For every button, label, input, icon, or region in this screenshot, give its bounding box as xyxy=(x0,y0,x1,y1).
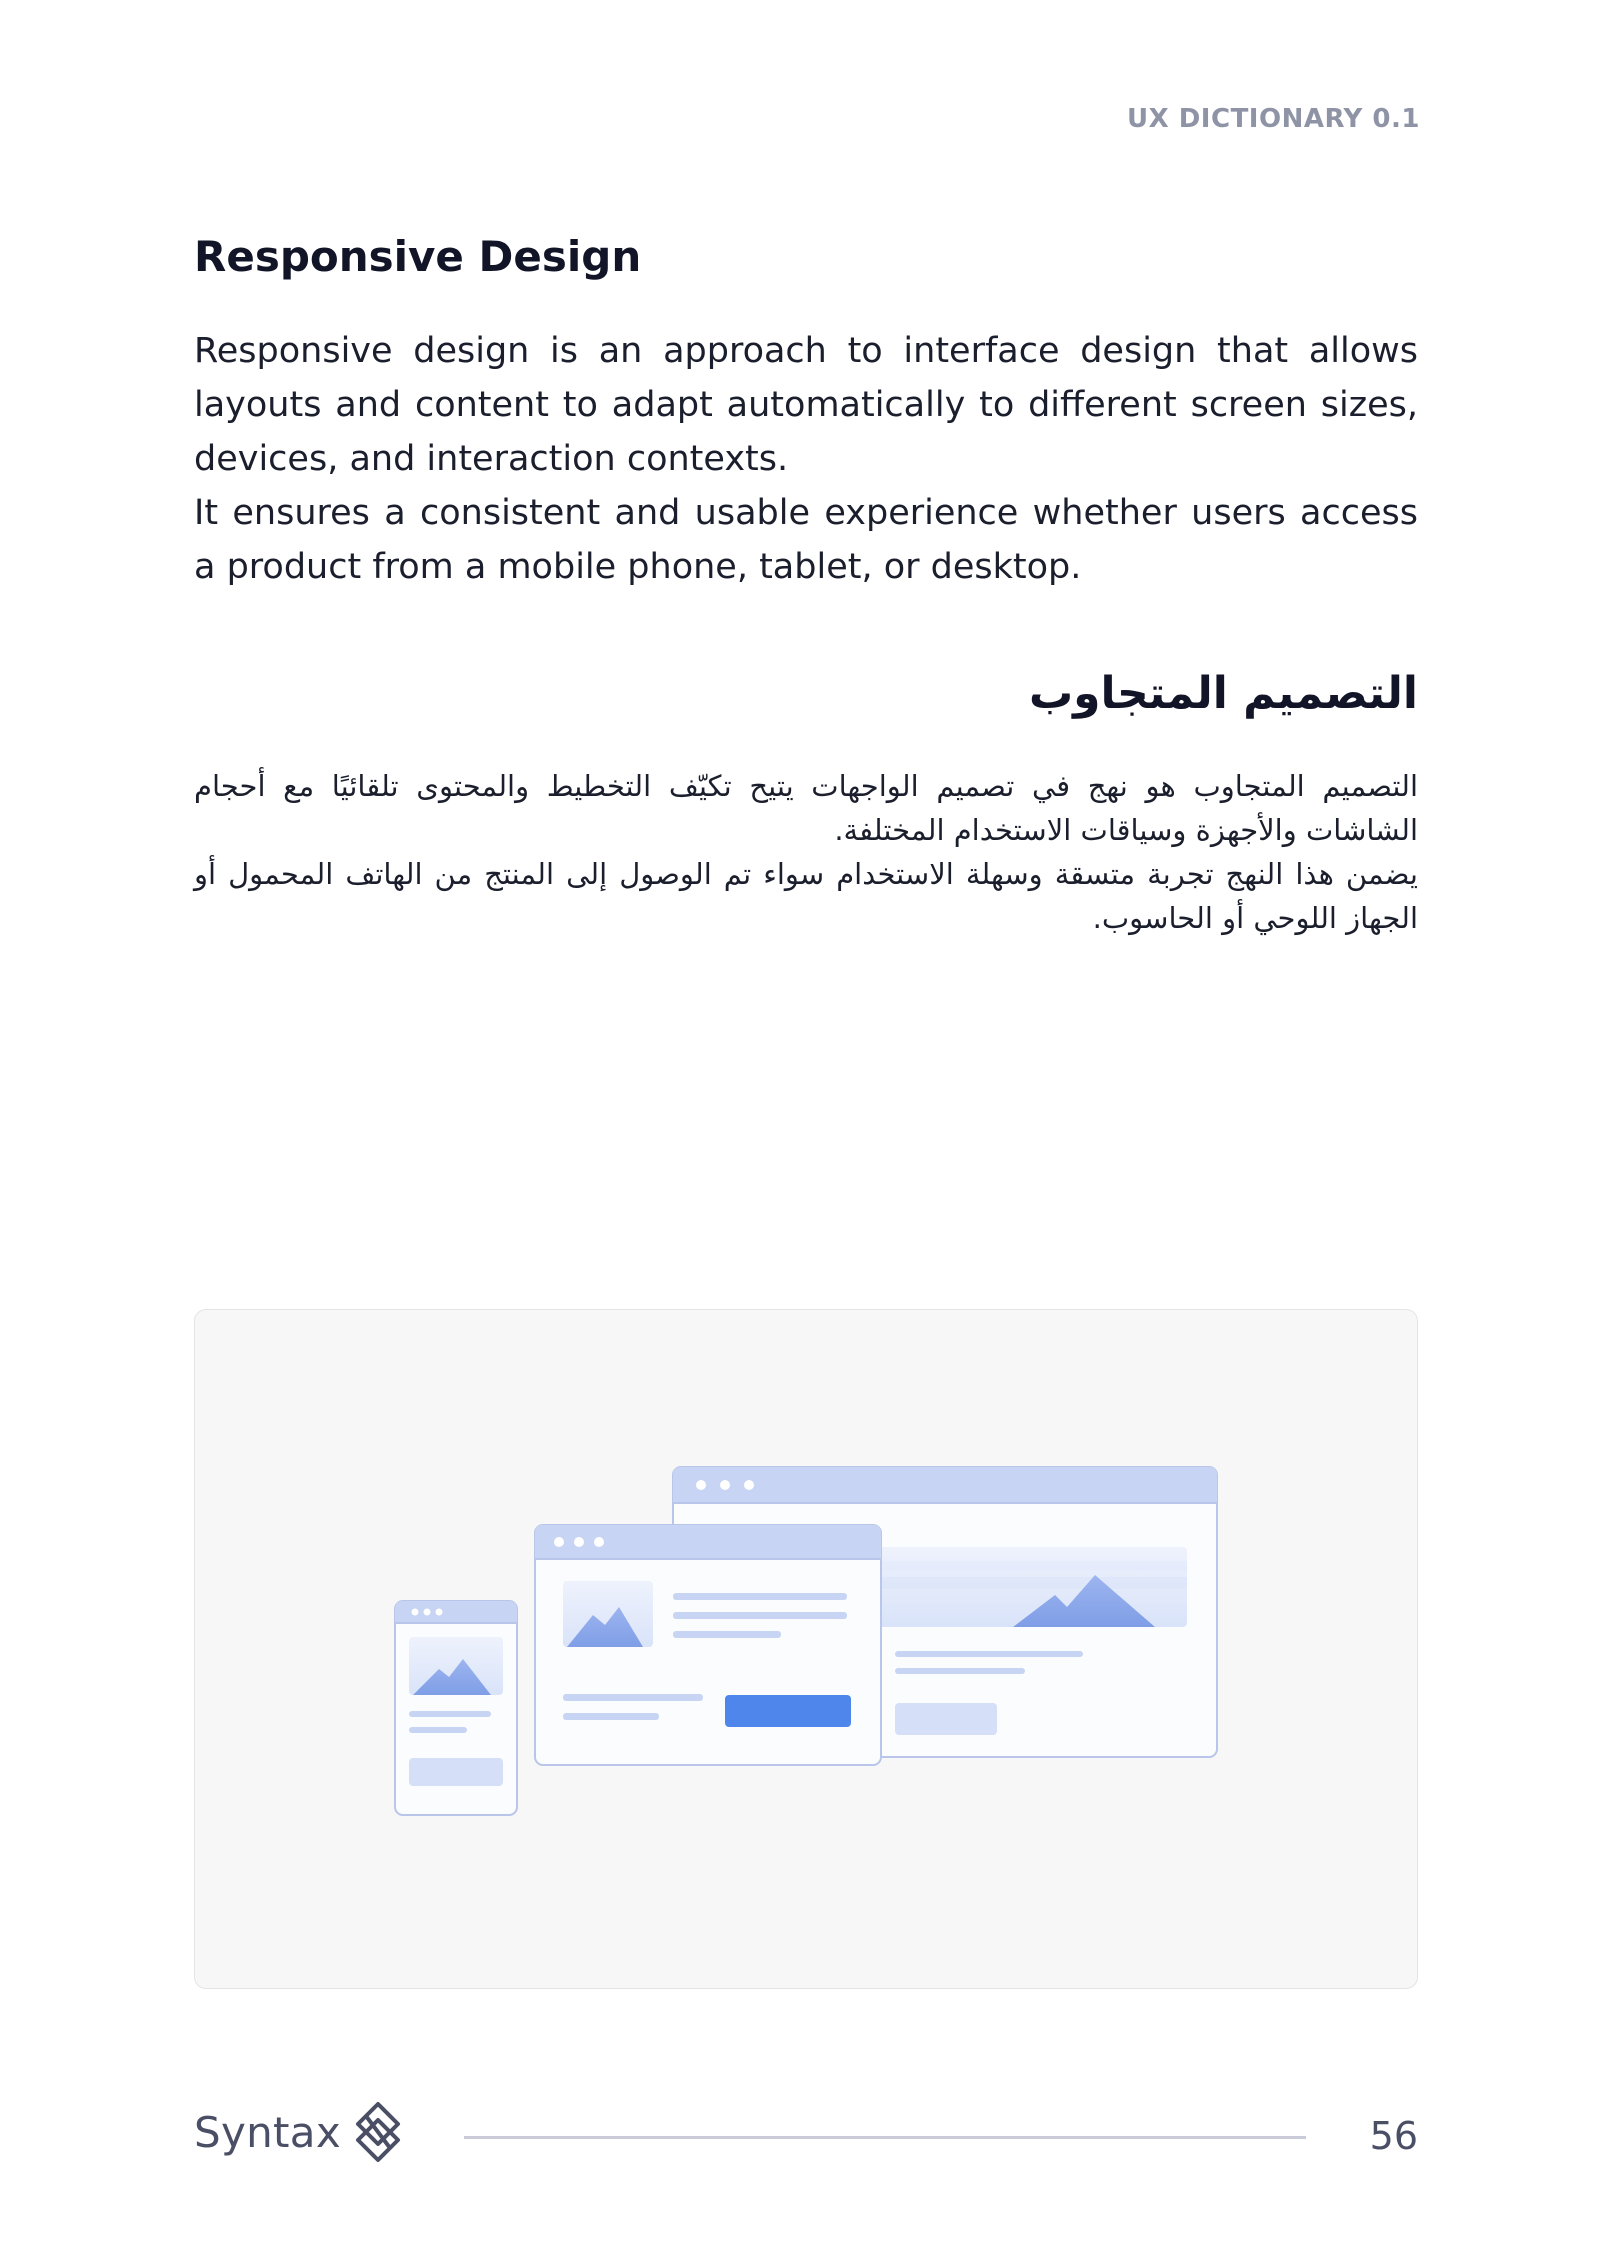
window-dot-icon xyxy=(744,1480,754,1490)
tablet-window xyxy=(535,1525,881,1765)
footer-divider xyxy=(464,2136,1306,2139)
window-dot-icon xyxy=(436,1609,443,1616)
brand-name: Syntax xyxy=(194,2107,341,2157)
arabic-paragraph: التصميم المتجاوب هو نهج في تصميم الواجهات يتيح تكيّف التخطيط والمحتوى تلقائيًا مع أحجام الشاشات والأجهزة وسياقات الاستخدام المختلفة. xyxy=(194,769,1418,847)
window-dot-icon xyxy=(594,1537,604,1547)
arabic-body xyxy=(194,764,1418,940)
english-title: Responsive Design xyxy=(194,232,642,281)
window-dot-icon xyxy=(720,1480,730,1490)
window-dot-icon xyxy=(574,1537,584,1547)
mobile-phone xyxy=(395,1601,517,1815)
illustration-card xyxy=(194,1309,1418,1989)
footer-brand xyxy=(194,2100,405,2164)
page-number: 56 xyxy=(1369,2114,1418,2158)
english-paragraph: It ensures a consistent and usable experience whether users access a product from a mobile phone, tablet, or desktop. xyxy=(194,493,1418,587)
english-body xyxy=(194,324,1418,594)
window-dot-icon xyxy=(696,1480,706,1490)
window-dot-icon xyxy=(554,1537,564,1547)
cta-button-shape xyxy=(725,1695,851,1727)
arabic-title: التصميم المتجاوب xyxy=(1028,668,1418,719)
running-header: UX DICTIONARY 0.1 xyxy=(1127,104,1420,134)
arabic-paragraph: يضمن هذا النهج تجربة متسقة وسهلة الاستخدام سواء تم الوصول إلى المنتج من الهاتف المحمول أو الجهاز اللوحي أو الحاسوب. xyxy=(194,857,1418,935)
responsive-devices-illustration xyxy=(195,1310,1419,1990)
window-dot-icon xyxy=(424,1609,431,1616)
english-paragraph: Responsive design is an approach to interface design that allows layouts and content to adapt automatically to different screen sizes, devices, and interaction contexts. xyxy=(194,331,1418,479)
window-dot-icon xyxy=(412,1609,419,1616)
syntax-logo-icon xyxy=(351,2100,405,2164)
